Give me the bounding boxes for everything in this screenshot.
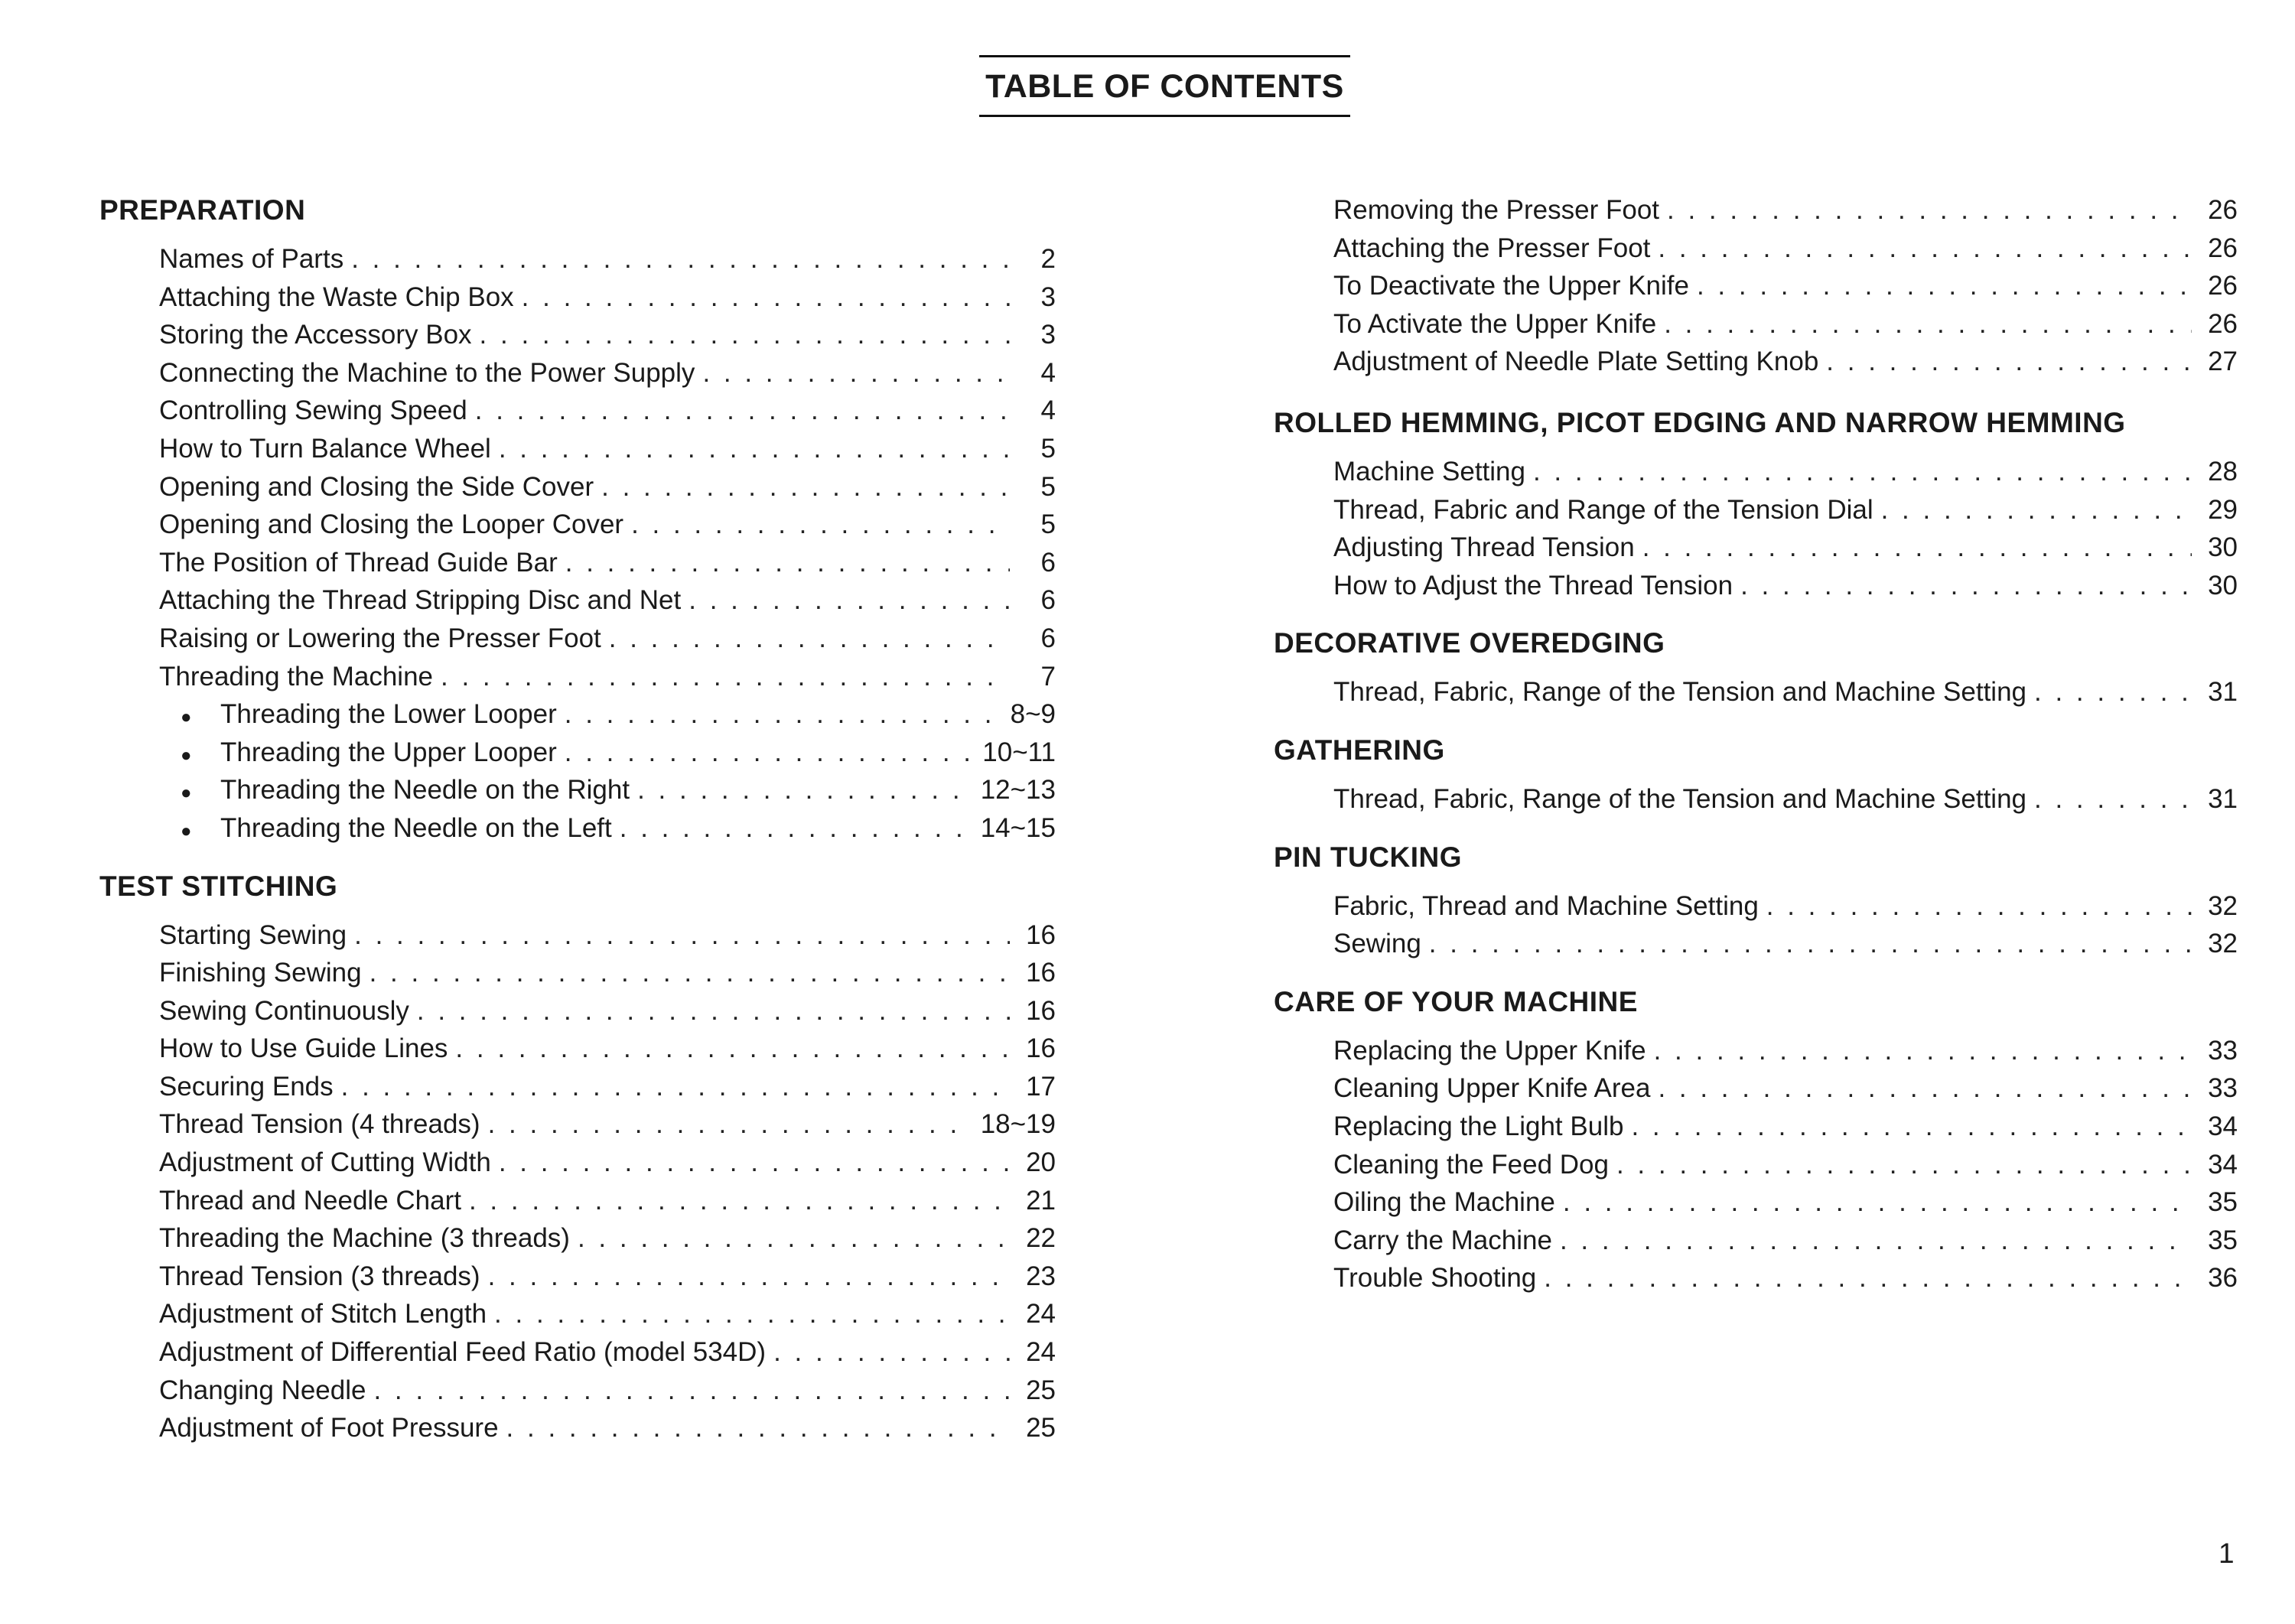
toc-entry[interactable]	[1333, 780, 2238, 819]
toc-entry-page: 31	[2208, 783, 2238, 814]
dot-leader	[341, 1068, 1010, 1106]
toc-entry-label: Thread and Needle Chart	[159, 1185, 461, 1216]
toc-entry-label: Threading the Needle on the Left	[220, 812, 612, 843]
page-title: TABLE OF CONTENTS	[979, 55, 1350, 117]
dot-leader	[441, 658, 1010, 696]
toc-entry-page: 26	[2208, 233, 2238, 263]
toc-entry-page: 5	[1040, 433, 1056, 464]
dot-leader	[1740, 567, 2192, 605]
toc-entry-label: Adjustment of Differential Feed Ratio (model 534D)	[159, 1337, 767, 1368]
toc-entry-page: 26	[2208, 195, 2238, 225]
dot-leader	[1658, 1069, 2192, 1108]
toc-entry-page: 23	[1026, 1261, 1056, 1291]
toc-entry[interactable]	[159, 1333, 1056, 1372]
toc-entry[interactable]	[1333, 529, 2238, 567]
section-entries	[1274, 673, 2238, 711]
dot-leader	[475, 392, 1010, 430]
toc-entry-page: 16	[1026, 958, 1056, 988]
dot-leader	[1533, 453, 2192, 491]
bullet-icon: ●	[181, 783, 192, 804]
toc-entry-page: 32	[2208, 929, 2238, 959]
toc-entry-page: 5	[1040, 471, 1056, 502]
toc-entry-label: Adjustment of Needle Plate Setting Knob	[1333, 347, 1819, 377]
toc-entry[interactable]	[1333, 925, 2238, 963]
toc-entry-label: Opening and Closing the Looper Cover	[159, 509, 624, 540]
section-entries	[1274, 1032, 2238, 1297]
toc-entry-page: 21	[1026, 1185, 1056, 1216]
toc-entry-page: 6	[1040, 623, 1056, 653]
section-entries	[99, 240, 1056, 848]
dot-leader	[522, 278, 1010, 317]
toc-entry-label: Cleaning the Feed Dog	[1333, 1149, 1609, 1180]
dot-leader	[578, 1219, 1010, 1258]
toc-entry-label: Names of Parts	[159, 244, 344, 274]
toc-entry[interactable]	[159, 809, 1056, 848]
toc-entry-page: 32	[2208, 890, 2238, 921]
dot-leader	[1560, 1222, 2192, 1260]
dot-leader	[565, 695, 1003, 734]
toc-entry-page: 3	[1040, 320, 1056, 350]
section-entries	[1274, 780, 2238, 819]
toc-entry-page: 22	[1026, 1223, 1056, 1254]
toc-entry[interactable]	[1333, 1108, 2238, 1146]
toc-entry-page: 34	[2208, 1111, 2238, 1141]
toc-entry[interactable]	[159, 1409, 1056, 1447]
toc-entry[interactable]	[159, 468, 1056, 506]
toc-section	[1274, 838, 2238, 963]
toc-entry-label: Threading the Machine	[159, 661, 433, 692]
toc-entry-label: Opening and Closing the Side Cover	[159, 471, 594, 502]
right-column	[1274, 191, 2238, 1297]
toc-entry[interactable]	[1333, 305, 2238, 343]
dot-leader	[373, 1372, 1010, 1410]
section-heading: CARE OF YOUR MACHINE	[1274, 985, 1638, 1017]
toc-entry-page: 17	[1026, 1071, 1056, 1102]
dot-leader	[1642, 529, 2192, 567]
toc-entry[interactable]	[159, 581, 1056, 620]
toc-entry-label: Connecting the Machine to the Power Supply	[159, 357, 695, 388]
bullet-icon: ●	[181, 820, 192, 841]
toc-entry-label: Threading the Machine (3 threads)	[159, 1223, 570, 1254]
dot-leader	[354, 916, 1010, 955]
toc-entry[interactable]	[159, 695, 1056, 734]
dot-leader	[1826, 343, 2192, 381]
dot-leader	[1658, 229, 2192, 268]
toc-entry-page: 16	[1026, 919, 1056, 950]
section-entries	[99, 916, 1056, 1447]
dot-leader	[601, 468, 1010, 506]
toc-entry[interactable]	[1333, 887, 2238, 926]
toc-entry-page: 33	[2208, 1035, 2238, 1066]
toc-entry-label: To Deactivate the Upper Knife	[1333, 271, 1689, 301]
toc-entry-page: 27	[2208, 347, 2238, 377]
toc-entry[interactable]	[159, 392, 1056, 430]
toc-entry-label: Storing the Accessory Box	[159, 320, 472, 350]
dot-leader	[565, 544, 1010, 582]
toc-entry-page: 4	[1040, 395, 1056, 426]
dot-leader	[1766, 887, 2192, 926]
toc-entry-page: 2	[1040, 244, 1056, 274]
toc-entry-page: 18~19	[980, 1109, 1056, 1140]
section-heading: TEST STITCHING	[99, 870, 338, 902]
toc-entry-label: Controlling Sewing Speed	[159, 395, 467, 426]
toc-entry-label: How to Use Guide Lines	[159, 1033, 448, 1064]
toc-section	[1274, 983, 2238, 1297]
dot-leader	[1664, 305, 2192, 343]
toc-entry-page: 28	[2208, 456, 2238, 487]
toc-entry[interactable]	[1333, 229, 2238, 268]
toc-entry[interactable]	[159, 1068, 1056, 1106]
toc-entry-page: 16	[1026, 1033, 1056, 1064]
toc-entry-page: 26	[2208, 271, 2238, 301]
section-entries	[1274, 453, 2238, 604]
toc-entry-page: 6	[1040, 585, 1056, 616]
dot-leader	[773, 1333, 1010, 1372]
dot-leader	[1563, 1183, 2192, 1222]
dot-leader	[494, 1295, 1010, 1333]
section-entries	[1274, 887, 2238, 963]
toc-entry-label: Attaching the Thread Stripping Disc and Net	[159, 585, 682, 616]
toc-entry-label: Changing Needle	[159, 1375, 366, 1405]
toc-entry[interactable]	[1333, 267, 2238, 305]
toc-entry[interactable]	[1333, 1069, 2238, 1108]
toc-entry-page: 25	[1026, 1413, 1056, 1443]
toc-entry[interactable]	[1333, 191, 2238, 229]
toc-entry-page: 24	[1026, 1299, 1056, 1329]
toc-entry-label: Adjusting Thread Tension	[1333, 532, 1635, 563]
toc-entry-page: 14~15	[980, 812, 1056, 843]
dot-leader	[2034, 780, 2192, 819]
toc-section	[1274, 731, 2238, 819]
toc-entry-label: Threading the Lower Looper	[220, 699, 557, 730]
toc-entry-label: Replacing the Upper Knife	[1333, 1035, 1646, 1066]
toc-entry[interactable]	[159, 1182, 1056, 1220]
toc-entry-page: 29	[2208, 494, 2238, 525]
toc-section	[1274, 624, 2238, 711]
dot-leader	[1616, 1146, 2192, 1184]
toc-entry[interactable]	[159, 506, 1056, 544]
toc-entry[interactable]	[1333, 1032, 2238, 1070]
toc-entry[interactable]	[159, 1144, 1056, 1182]
toc-entry[interactable]	[1333, 673, 2238, 711]
toc-entry-label: Attaching the Presser Foot	[1333, 233, 1651, 263]
dot-leader	[369, 954, 1010, 992]
toc-entry-label: Threading the Upper Looper	[220, 737, 557, 767]
dot-leader	[417, 992, 1010, 1030]
toc-entry-page: 20	[1026, 1147, 1056, 1178]
dot-leader	[702, 354, 1010, 392]
toc-entry-page: 6	[1040, 547, 1056, 578]
toc-entry-label: How to Adjust the Thread Tension	[1333, 570, 1733, 600]
toc-entry-label: Thread, Fabric and Range of the Tension Dial	[1333, 494, 1873, 525]
toc-entry[interactable]	[159, 430, 1056, 468]
toc-entry-label: Attaching the Waste Chip Box	[159, 282, 514, 312]
toc-entry[interactable]	[159, 1372, 1056, 1410]
dot-leader	[1631, 1108, 2192, 1146]
section-heading: PIN TUCKING	[1274, 841, 1462, 873]
toc-entry[interactable]	[159, 544, 1056, 582]
toc-entry-page: 36	[2208, 1263, 2238, 1294]
toc-entry-label: Finishing Sewing	[159, 958, 362, 988]
toc-entry-page: 4	[1040, 357, 1056, 388]
dot-leader	[609, 620, 1010, 658]
toc-entry[interactable]	[159, 354, 1056, 392]
bullet-icon: ●	[181, 707, 192, 728]
dot-leader	[1697, 267, 2192, 305]
toc-entry-label: Oiling the Machine	[1333, 1187, 1555, 1218]
toc-entry-label: Sewing	[1333, 929, 1421, 959]
dot-leader	[1544, 1259, 2192, 1297]
dot-leader	[455, 1030, 1010, 1068]
toc-entry[interactable]	[159, 316, 1056, 354]
toc-entry-label: Thread Tension (3 threads)	[159, 1261, 480, 1291]
toc-entry[interactable]	[159, 916, 1056, 955]
toc-entry-page: 3	[1040, 282, 1056, 312]
toc-entry[interactable]	[159, 771, 1056, 809]
toc-entry-label: Adjustment of Foot Pressure	[159, 1413, 499, 1443]
dot-leader	[506, 1409, 1010, 1447]
toc-entry-page: 7	[1040, 661, 1056, 692]
toc-entry[interactable]	[159, 278, 1056, 317]
toc-entry-page: 30	[2208, 570, 2238, 600]
section-heading: PREPARATION	[99, 194, 306, 226]
toc-entry-label: Trouble Shooting	[1333, 1263, 1537, 1294]
toc-entry-label: Thread Tension (4 threads)	[159, 1109, 480, 1140]
toc-entry-page: 33	[2208, 1073, 2238, 1104]
dot-leader	[637, 771, 973, 809]
dot-leader	[499, 430, 1010, 468]
toc-entry-page: 8~9	[1010, 699, 1056, 730]
toc-entry[interactable]	[159, 620, 1056, 658]
toc-entry-label: Adjustment of Stitch Length	[159, 1299, 487, 1329]
dot-leader	[565, 734, 975, 772]
toc-entry-page: 10~11	[982, 737, 1056, 767]
dot-leader	[1667, 191, 2192, 229]
toc-entry[interactable]	[159, 992, 1056, 1030]
toc-entry-label: Starting Sewing	[159, 919, 347, 950]
dot-leader	[469, 1182, 1010, 1220]
toc-entry-page: 34	[2208, 1149, 2238, 1180]
toc-entry-label: Removing the Presser Foot	[1333, 195, 1660, 225]
bullet-icon: ●	[181, 744, 192, 766]
toc-entry-page: 26	[2208, 308, 2238, 339]
continuation-entries	[1274, 191, 2238, 381]
dot-leader	[688, 581, 1010, 620]
toc-entry-label: Sewing Continuously	[159, 995, 409, 1026]
toc-entry-page: 35	[2208, 1187, 2238, 1218]
dot-leader	[1654, 1032, 2192, 1070]
left-column	[99, 191, 1056, 1447]
toc-entry[interactable]	[159, 658, 1056, 696]
toc-entry-label: To Activate the Upper Knife	[1333, 308, 1657, 339]
toc-entry[interactable]	[1333, 1259, 2238, 1297]
toc-section	[99, 867, 1056, 1447]
dot-leader	[351, 240, 1010, 278]
page-number: 1	[2218, 1538, 2235, 1569]
toc-entry[interactable]	[159, 954, 1056, 992]
toc-entry-label: Threading the Needle on the Right	[220, 775, 630, 805]
toc-entry-page: 30	[2208, 532, 2238, 563]
toc-entry-page: 31	[2208, 677, 2238, 708]
dot-leader	[1881, 491, 2192, 529]
toc-section	[99, 191, 1056, 848]
toc-section	[1274, 404, 2238, 604]
dot-leader	[488, 1105, 973, 1144]
toc-entry-page: 12~13	[980, 775, 1056, 805]
toc-entry-label: Raising or Lowering the Presser Foot	[159, 623, 601, 653]
toc-entry[interactable]	[1333, 1222, 2238, 1260]
toc-entry-page: 25	[1026, 1375, 1056, 1405]
toc-entry-label: Replacing the Light Bulb	[1333, 1111, 1624, 1141]
toc-entry[interactable]	[1333, 1146, 2238, 1184]
toc-entry-label: Thread, Fabric, Range of the Tension and Machine Setting	[1333, 677, 2027, 708]
toc-entry-label: How to Turn Balance Wheel	[159, 433, 491, 464]
dot-leader	[1429, 925, 2192, 963]
toc-entry[interactable]	[159, 1295, 1056, 1333]
dot-leader	[488, 1258, 1010, 1296]
toc-entry-label: Carry the Machine	[1333, 1225, 1552, 1255]
toc-entry[interactable]	[1333, 567, 2238, 605]
toc-entry[interactable]	[159, 734, 1056, 772]
toc-entry-page: 5	[1040, 509, 1056, 540]
toc-entry[interactable]	[159, 240, 1056, 278]
toc-entry[interactable]	[159, 1030, 1056, 1068]
toc-entry-page: 24	[1026, 1337, 1056, 1368]
toc-entry-label: The Position of Thread Guide Bar	[159, 547, 558, 578]
toc-entry[interactable]	[159, 1105, 1056, 1144]
section-heading: ROLLED HEMMING, PICOT EDGING AND NARROW HEMMING	[1274, 406, 2126, 438]
dot-leader	[480, 316, 1010, 354]
toc-entry[interactable]	[1333, 453, 2238, 491]
toc-entry[interactable]	[159, 1219, 1056, 1258]
toc-entry[interactable]	[159, 1258, 1056, 1296]
section-heading: GATHERING	[1274, 734, 1445, 766]
dot-leader	[499, 1144, 1010, 1182]
toc-entry-label: Fabric, Thread and Machine Setting	[1333, 890, 1759, 921]
dot-leader	[2034, 673, 2192, 711]
toc-entry-page: 16	[1026, 995, 1056, 1026]
toc-entry-label: Cleaning Upper Knife Area	[1333, 1073, 1651, 1104]
toc-entry-label: Machine Setting	[1333, 456, 1525, 487]
toc-entry-label: Securing Ends	[159, 1071, 334, 1102]
toc-entry-label: Adjustment of Cutting Width	[159, 1147, 491, 1178]
toc-entry[interactable]	[1333, 1183, 2238, 1222]
toc-entry[interactable]	[1333, 343, 2238, 381]
toc-entry[interactable]	[1333, 491, 2238, 529]
toc-entry-label: Thread, Fabric, Range of the Tension and Machine Setting	[1333, 783, 2027, 814]
section-heading: DECORATIVE OVEREDGING	[1274, 627, 1665, 659]
dot-leader	[620, 809, 973, 848]
toc-entry-page: 35	[2208, 1225, 2238, 1255]
dot-leader	[631, 506, 1010, 544]
